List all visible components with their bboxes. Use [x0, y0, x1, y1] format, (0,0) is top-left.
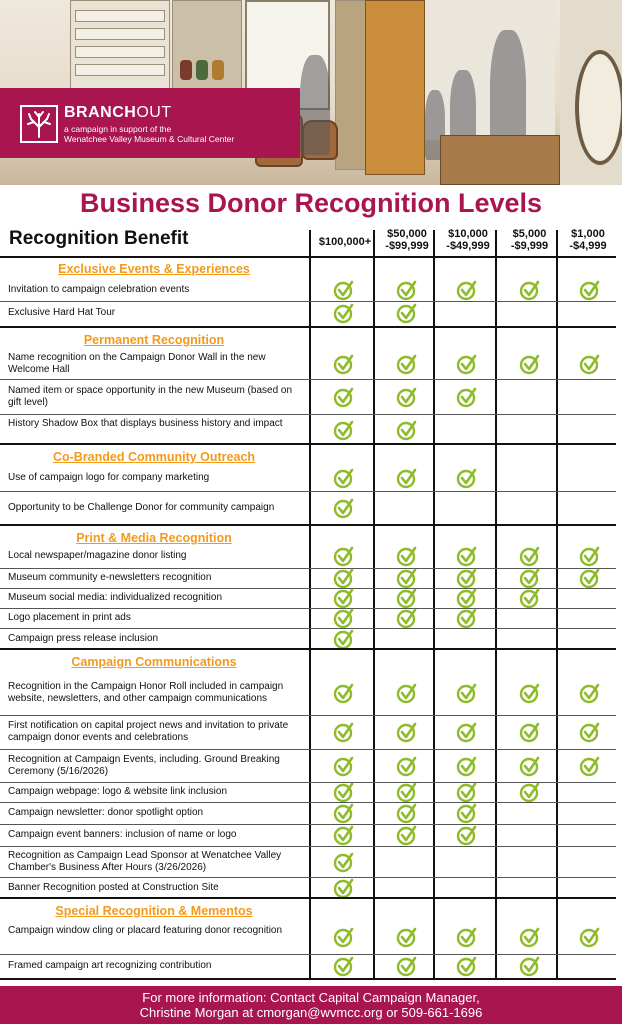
check-circle-icon: [519, 567, 541, 589]
check-circle-icon: [396, 279, 418, 301]
benefit-label: Campaign newsletter: donor spotlight option: [8, 806, 204, 818]
check-circle-icon: [456, 545, 478, 567]
check-circle-icon: [519, 279, 541, 301]
check-circle-icon: [579, 926, 601, 948]
column-divider: [309, 230, 311, 978]
check-circle-icon: [456, 955, 478, 977]
row-divider: [0, 414, 616, 415]
check-circle-icon: [579, 721, 601, 743]
check-circle-icon: [519, 587, 541, 609]
check-circle-icon: [333, 628, 355, 650]
column-divider: [495, 230, 497, 978]
check-circle-icon: [333, 607, 355, 629]
check-circle-icon: [396, 567, 418, 589]
column-divider: [373, 230, 375, 978]
benefit-label: Campaign window cling or placard featuring donor recognition: [8, 924, 283, 936]
check-circle-icon: [519, 781, 541, 803]
check-circle-icon: [456, 386, 478, 408]
level-header-5: $1,000 -$4,999: [569, 228, 607, 252]
tree-logo-icon: [20, 105, 58, 143]
benefit-label: Local newspaper/magazine donor listing: [8, 550, 187, 561]
benefit-label: Museum social media: individualized recognition: [8, 591, 222, 603]
benefit-label: Exclusive Hard Hat Tour: [8, 307, 116, 318]
check-circle-icon: [396, 802, 418, 824]
check-circle-icon: [579, 755, 601, 777]
check-circle-icon: [333, 682, 355, 704]
benefit-label: Named item or space opportunity in the new Museum (based on gift level): [8, 384, 293, 408]
check-circle-icon: [456, 567, 478, 589]
benefit-label: Museum community e-newsletters recognition: [8, 571, 212, 583]
check-circle-icon: [519, 721, 541, 743]
section-title: Exclusive Events & Experiences: [58, 262, 250, 276]
check-circle-icon: [396, 587, 418, 609]
check-circle-icon: [396, 607, 418, 629]
benefit-label: Logo placement in print ads: [8, 611, 131, 623]
check-circle-icon: [519, 926, 541, 948]
section-divider: [0, 897, 616, 899]
check-circle-icon: [456, 353, 478, 375]
check-circle-icon: [579, 567, 601, 589]
check-circle-icon: [579, 682, 601, 704]
brand-name: BRANCHOUT: [64, 104, 172, 121]
check-circle-icon: [333, 802, 355, 824]
check-circle-icon: [396, 353, 418, 375]
row-divider: [0, 824, 616, 825]
check-circle-icon: [456, 607, 478, 629]
page-title: Business Donor Recognition Levels: [79, 188, 543, 218]
check-circle-icon: [519, 755, 541, 777]
benefit-label: Campaign webpage: logo & website link inclusion: [8, 785, 228, 797]
check-circle-icon: [333, 497, 355, 519]
benefit-label: First notification on capital project news and invitation to private campaign donor events and celebrations: [8, 720, 289, 743]
benefit-label: Banner Recognition posted at Construction Site: [8, 882, 219, 893]
check-circle-icon: [333, 781, 355, 803]
check-circle-icon: [396, 682, 418, 704]
check-circle-icon: [333, 279, 355, 301]
check-circle-icon: [333, 567, 355, 589]
section-title: Permanent Recognition: [83, 333, 225, 347]
benefit-label: Recognition in the Campaign Honor Roll included in campaign website, newsletters, and other campaign communications: [8, 680, 284, 704]
row-divider: [0, 715, 616, 716]
check-circle-icon: [396, 467, 418, 489]
check-circle-icon: [333, 353, 355, 375]
check-circle-icon: [333, 755, 355, 777]
check-circle-icon: [396, 824, 418, 846]
check-circle-icon: [579, 279, 601, 301]
brand-tagline: a campaign in support of the Wenatchee Valley Museum & Cultural Center: [64, 124, 235, 144]
check-circle-icon: [456, 802, 478, 824]
section-divider: [0, 524, 616, 526]
check-circle-icon: [396, 755, 418, 777]
check-circle-icon: [396, 302, 418, 324]
section-divider: [0, 648, 616, 650]
check-circle-icon: [333, 721, 355, 743]
column-divider: [433, 230, 435, 978]
check-circle-icon: [519, 545, 541, 567]
row-divider: [0, 301, 616, 302]
section-divider: [0, 443, 616, 445]
footer-contact: For more information: Contact Capital Campaign Manager, Christine Morgan at cmorgan@wvmcc.org or 509-661-1696: [0, 986, 622, 1024]
column-divider: [556, 230, 558, 978]
check-circle-icon: [456, 721, 478, 743]
check-circle-icon: [519, 353, 541, 375]
check-circle-icon: [333, 419, 355, 441]
benefit-column-header: Recognition Benefit: [9, 228, 189, 249]
check-circle-icon: [333, 824, 355, 846]
check-circle-icon: [333, 302, 355, 324]
check-circle-icon: [519, 682, 541, 704]
check-circle-icon: [396, 545, 418, 567]
check-circle-icon: [456, 926, 478, 948]
row-divider: [0, 846, 616, 847]
check-circle-icon: [333, 955, 355, 977]
row-divider: [0, 802, 616, 803]
benefit-label: Recognition as Campaign Lead Sponsor at Wenatchee Valley Chamber's Business After Hours (3/26/2026): [8, 849, 282, 873]
row-divider: [0, 608, 616, 609]
check-circle-icon: [396, 419, 418, 441]
row-divider: [0, 877, 616, 878]
check-circle-icon: [456, 587, 478, 609]
benefit-label: Framed campaign art recognizing contribution: [8, 960, 212, 971]
row-divider: [0, 628, 616, 629]
section-divider: [0, 326, 616, 328]
section-title: Print & Media Recognition: [76, 531, 232, 545]
level-header-3: $10,000 -$49,999: [446, 228, 490, 252]
check-circle-icon: [456, 279, 478, 301]
table-top-border: [0, 256, 616, 258]
check-circle-icon: [396, 721, 418, 743]
level-header-4: $5,000 -$9,999: [510, 228, 549, 252]
check-circle-icon: [333, 851, 355, 873]
check-circle-icon: [333, 545, 355, 567]
section-title: Campaign Communications: [71, 655, 237, 669]
row-divider: [0, 491, 616, 492]
check-circle-icon: [396, 386, 418, 408]
section-title: Special Recognition & Mementos: [55, 904, 253, 918]
check-circle-icon: [333, 587, 355, 609]
check-circle-icon: [579, 545, 601, 567]
benefit-label: Campaign event banners: inclusion of name or logo: [8, 828, 237, 840]
benefit-label: Use of campaign logo for company marketing: [8, 472, 210, 483]
row-divider: [0, 749, 616, 750]
check-circle-icon: [456, 467, 478, 489]
row-divider: [0, 379, 616, 380]
check-circle-icon: [456, 682, 478, 704]
check-circle-icon: [333, 467, 355, 489]
check-circle-icon: [519, 955, 541, 977]
benefit-label: Recognition at Campaign Events, including. Ground Breaking Ceremony (5/16/2026): [8, 753, 280, 777]
level-header-2: $50,000 -$99,999: [385, 228, 429, 252]
section-title: Co-Branded Community Outreach: [52, 450, 256, 464]
benefit-label: Name recognition on the Campaign Donor Wall in the new Welcome Hall: [8, 351, 266, 375]
brand-banner: [0, 88, 300, 158]
benefit-label: Invitation to campaign celebration events: [8, 284, 190, 295]
check-circle-icon: [456, 781, 478, 803]
check-circle-icon: [396, 955, 418, 977]
table-bottom-border: [0, 978, 616, 980]
benefit-label: Opportunity to be Challenge Donor for community campaign: [8, 502, 275, 513]
benefit-label: History Shadow Box that displays business history and impact: [8, 417, 283, 429]
check-circle-icon: [333, 926, 355, 948]
check-circle-icon: [579, 353, 601, 375]
check-circle-icon: [396, 926, 418, 948]
level-header-1: $100,000+: [318, 236, 372, 248]
check-circle-icon: [456, 755, 478, 777]
benefit-label: Campaign press release inclusion: [8, 632, 159, 644]
check-circle-icon: [396, 781, 418, 803]
check-circle-icon: [333, 877, 355, 899]
check-circle-icon: [456, 824, 478, 846]
check-circle-icon: [333, 386, 355, 408]
